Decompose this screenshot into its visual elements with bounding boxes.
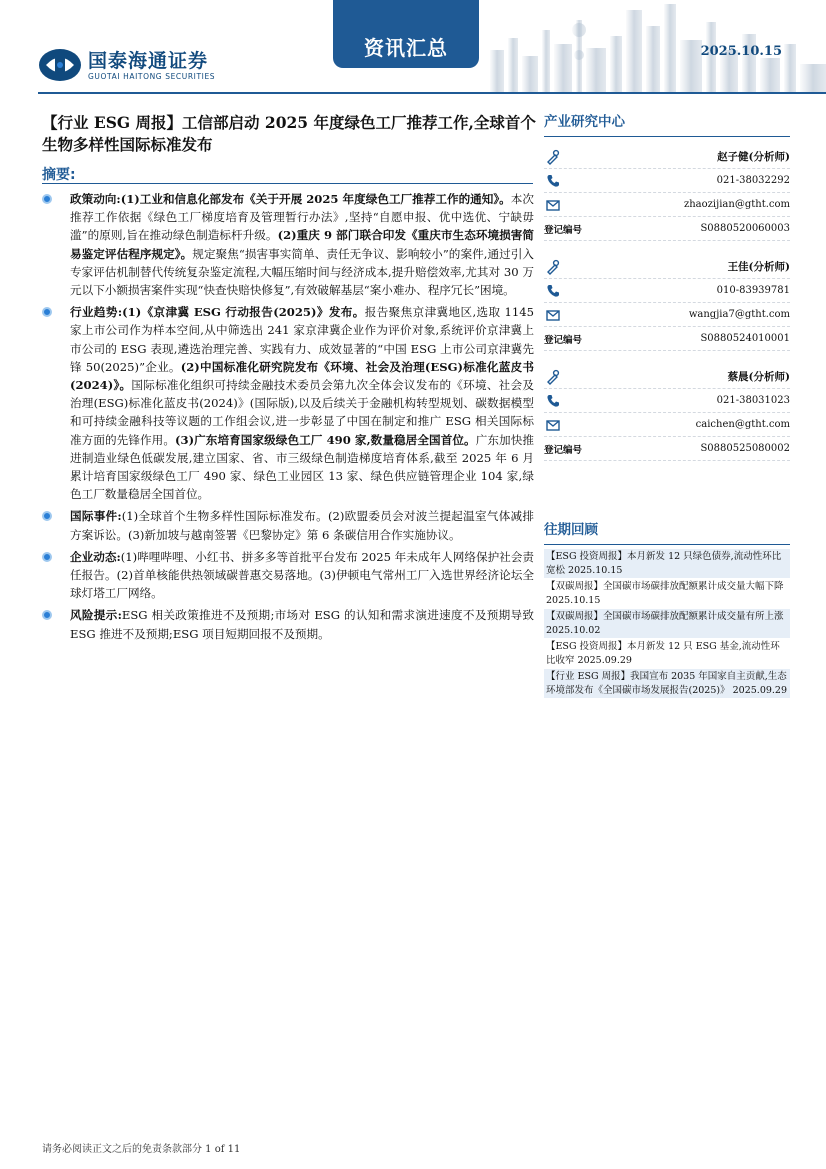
logo-chinese-name: 国泰海通证券 [88, 49, 209, 72]
past-review-item[interactable] [544, 669, 790, 698]
bullet-segment: 国际标准化组织可持续金融技术委员会第九次全体会议发布的《环境、社会及治理(ESG)标准化蓝皮书(2024)》(国际版),以及后续关于金融机构转型规划、碳数据模型和可持续金融科技等议题的工作组会议,进一步彰显了中国在制定和推广 ESG 相关国际标准方面的先锋作用。 [70, 378, 534, 447]
bullet-icon [42, 194, 52, 204]
past-review-title: 【行业 ESG 周报】我国宣布 2035 年国家自主贡献,生态环境部发布《全国碳市场发展报告(2025)》 [546, 671, 787, 696]
registration-label: 登记编号 [544, 224, 583, 236]
past-review-item[interactable] [544, 609, 790, 638]
bullet-icon [42, 610, 52, 620]
analyst-email[interactable]: zhaozijian@gtht.com [683, 199, 790, 210]
analyst-email[interactable]: wangjia7@gtht.com [688, 309, 790, 320]
past-review-title: 【双碳周报】全国碳市场碳排放配额累计成交量大幅下降 [546, 581, 784, 592]
registration-label: 登记编号 [544, 444, 583, 456]
bullet-lead: 行业趋势: [70, 305, 123, 320]
bullet-segment: (1)全球首个生物多样性国际标准发布。(2)欧盟委员会对波兰提起温室气体减排方案诉讼。(3)新加坡与越南签署《巴黎协定》第 6 条碳信用合作实施协议。 [70, 509, 534, 542]
bullet-lead: 政策动向: [70, 192, 121, 206]
phone-icon [544, 172, 562, 190]
summary-bullets [42, 190, 534, 647]
bullet-segment: (1)《京津冀 ESG 行动报告(2025)》发布。 [122, 305, 365, 320]
bullet-segment: (2)重庆 9 部门联合印发《重庆市生态环境损害简易鉴定评估程序规定》。 [70, 228, 534, 261]
report-type-tab: 资讯汇总 [333, 0, 479, 68]
analyst-row [544, 413, 790, 437]
past-review-title: 【双碳周报】全国碳市场碳排放配额累计成交量有所上涨 [546, 611, 784, 622]
past-review-date: 2025.09.29 [732, 684, 788, 696]
summary-bullet [42, 548, 534, 603]
report-title: 【行业 ESG 周报】工信部启动 2025 年度绿色工厂推荐工作,全球首个生物多样性国际标准发布 [42, 113, 536, 154]
analyst-row [544, 327, 790, 351]
phone-icon [544, 282, 562, 300]
bullet-segment: 本次推荐工作依据《绿色工厂梯度培育及管理暂行办法》,坚持“自愿申报、优中选优、宁缺毋滥”的原则,旨在推动绿色制造标杆升级。 [70, 192, 534, 243]
bullet-lead: 国际事件: [70, 509, 122, 524]
analyst-row [544, 169, 790, 193]
registration-label: 登记编号 [544, 334, 583, 346]
bullet-segment: 规定聚焦“损害事实简单、责任无争议、影响较小”的案件,通过引入专家评估机制替代传统复杂鉴定流程,大幅压缩时间与经济成本,提升赔偿效率,尤其对 30 万元以下小额损害案件实现“快查快赔快修复”,有效破解基层“案小难办、程序冗长”困境。 [70, 246, 534, 298]
past-review-item[interactable] [544, 549, 790, 578]
past-review-item[interactable] [544, 639, 790, 668]
research-sidebar [544, 110, 790, 461]
summary-divider [42, 183, 533, 184]
analyst-name: 王佳(分析师) [727, 261, 790, 273]
bullet-lead: 企业动态: [70, 549, 121, 564]
email-icon [544, 416, 562, 434]
disclaimer-footer: 请务必阅读正文之后的免责条款部分 1 of 11 [42, 1144, 241, 1155]
past-review-item[interactable] [544, 579, 790, 608]
analyst-card [544, 255, 790, 351]
header-divider [38, 92, 826, 94]
bullet-segment: (3)广东培育国家级绿色工厂 490 家,数量稳居全国首位。 [175, 432, 476, 447]
bullet-segment: ESG 相关政策推进不及预期;市场对 ESG 的认知和需求演进速度不及预期导致 ESG 推进不及预期;ESG 项目短期回报不及预期。 [70, 608, 534, 641]
page-header [0, 0, 826, 100]
past-review-title: 【ESG 投资周报】本月新发 12 只绿色债券,流动性环比宽松 [546, 551, 782, 576]
past-reviews-heading: 往期回顾 [544, 518, 790, 545]
analyst-row [544, 279, 790, 303]
analyst-list [544, 145, 790, 461]
logo-mark-icon [38, 48, 82, 82]
analyst-phone: 021-38032292 [716, 175, 790, 186]
past-review-date: 2025.09.29 [577, 654, 632, 666]
analyst-icon [544, 368, 562, 386]
phone-icon [544, 392, 562, 410]
analyst-row [544, 193, 790, 217]
bullet-icon [42, 511, 52, 521]
analyst-name: 蔡晨(分析师) [727, 371, 790, 383]
analyst-row [544, 365, 790, 389]
analyst-row [544, 255, 790, 279]
past-review-date: 2025.10.02 [546, 624, 601, 636]
analyst-registration: S0880525080002 [700, 443, 790, 454]
bullet-segment: (1)工业和信息化部发布《关于开展 2025 年度绿色工厂推荐工作的通知》。 [120, 192, 511, 206]
analyst-icon [544, 258, 562, 276]
analyst-email[interactable]: caichen@gtht.com [695, 419, 790, 430]
email-icon [544, 196, 562, 214]
sidebar-heading: 产业研究中心 [544, 110, 790, 137]
analyst-registration: S0880524010001 [700, 333, 790, 344]
summary-bullet [42, 507, 534, 543]
past-reviews-list [544, 549, 790, 698]
bullet-lead: 风险提示: [70, 608, 122, 623]
analyst-row [544, 217, 790, 241]
logo-english-name: GUOTAI HAITONG SECURITIES [88, 71, 216, 81]
summary-bullet [42, 606, 534, 642]
bullet-icon [42, 552, 52, 562]
analyst-row [544, 437, 790, 461]
analyst-icon [544, 148, 562, 166]
bullet-segment: (2)中国标准化研究院发布《环境、社会及治理(ESG)标准化蓝皮书(2024)》。 [70, 359, 534, 393]
summary-bullet [42, 190, 534, 299]
email-icon [544, 306, 562, 324]
report-date: 2025.10.15 [700, 44, 782, 59]
summary-label: 摘要: [42, 167, 76, 183]
analyst-row [544, 303, 790, 327]
analyst-name: 赵子健(分析师) [717, 151, 790, 163]
summary-bullet [42, 303, 534, 503]
bullet-segment: 广东加快推进制造业绿色低碳发展,建立国家、省、市三级绿色制造梯度培育体系,截至 2025 年 6 月累计培育国家级绿色工厂 490 家、绿色工业园区 13 家、绿色供应链管理企业 104 家,绿色工厂数量稳居全国首位。 [70, 432, 534, 502]
bullet-segment: (1)哔哩哔哩、小红书、拼多多等首批平台发布 2025 年未成年人网络保护社会责任报告。(2)首单核能供热领域碳普惠交易落地。(3)伊顿电气常州工厂入选世界经济论坛全球灯塔工厂网络。 [70, 549, 534, 601]
analyst-phone: 010-83939781 [716, 285, 790, 296]
past-review-date: 2025.10.15 [546, 594, 601, 606]
analyst-phone: 021-38031023 [716, 395, 790, 406]
past-review-title: 【ESG 投资周报】本月新发 12 只 ESG 基金,流动性环比收窄 [546, 641, 780, 666]
bullet-icon [42, 307, 52, 317]
analyst-card [544, 365, 790, 461]
analyst-registration: S0880520060003 [700, 223, 790, 234]
analyst-row [544, 389, 790, 413]
brand-logo [38, 48, 215, 82]
analyst-row [544, 145, 790, 169]
past-review-date: 2025.10.15 [568, 564, 623, 576]
past-reviews [544, 518, 790, 699]
analyst-card [544, 145, 790, 241]
bullet-segment: 报告聚焦京津冀地区,选取 1145 家上市公司作为样本空间,从中筛选出 241 家京津冀企业作为评价对象,系统评价京津冀上市公司的 ESG 表现,遴选治理完善、实践有力、成效显著的“中国 ESG 上市公司京津冀先锋 50(2025)”企业。 [70, 305, 534, 374]
